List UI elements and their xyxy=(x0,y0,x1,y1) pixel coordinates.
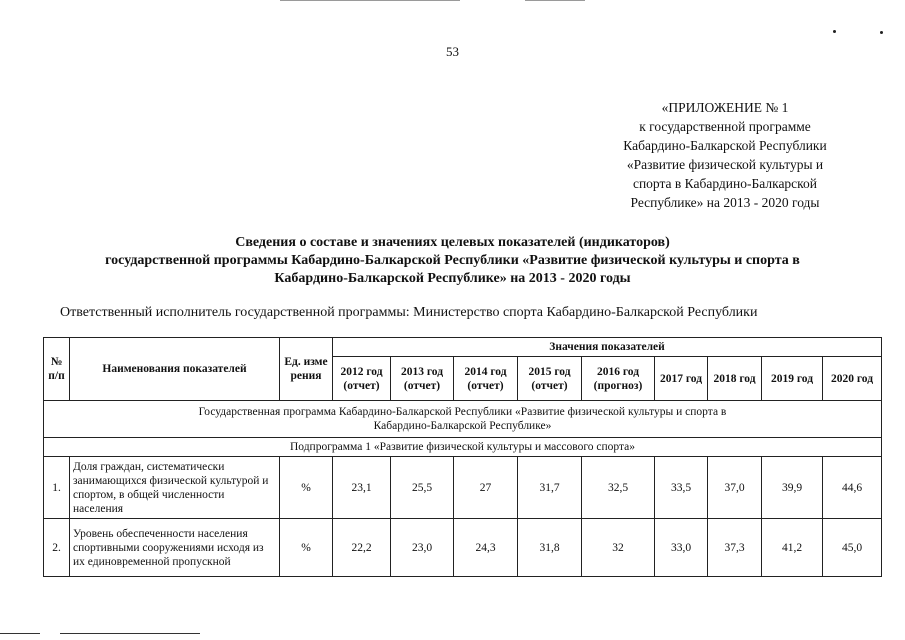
row-name: Доля граждан, систематически занимающихся физической культурой и спортом, в общей численности населения xyxy=(70,457,280,519)
page-number: 53 xyxy=(446,44,459,59)
header-year: 2019 год xyxy=(762,357,823,401)
appendix-line: «ПРИЛОЖЕНИЕ № 1 xyxy=(661,100,789,115)
row-unit: % xyxy=(280,519,333,577)
header-year: 2016 год (прогноз) xyxy=(582,357,655,401)
header-year: 2013 год (отчет) xyxy=(391,357,454,401)
scan-artifact-line xyxy=(280,0,460,1)
appendix-line: «Развитие физической культуры и xyxy=(626,157,824,172)
header-name: Наименования показателей xyxy=(70,338,280,401)
title-line: Кабардино-Балкарской Республике» на 2013 - 2020 годы xyxy=(274,271,631,286)
scan-artifact-line xyxy=(60,633,200,634)
scan-artifact-dot xyxy=(833,30,836,33)
table-row xyxy=(44,457,882,519)
header-year: 2015 год (отчет) xyxy=(518,357,582,401)
row-value: 27 xyxy=(454,457,518,519)
appendix-line: к государственной программе xyxy=(639,119,811,134)
header-unit: Ед. изме рения xyxy=(280,338,333,401)
header-year: 2014 год (отчет) xyxy=(454,357,518,401)
header-values: Значения показателей xyxy=(333,338,882,357)
appendix-line: Республике» на 2013 - 2020 годы xyxy=(630,195,820,210)
document-title xyxy=(30,234,875,288)
row-value: 24,3 xyxy=(454,519,518,577)
appendix-header xyxy=(560,98,890,212)
program-row xyxy=(44,401,882,438)
row-value: 37,3 xyxy=(708,519,762,577)
row-value: 45,0 xyxy=(823,519,882,577)
subprogram-row xyxy=(44,438,882,457)
row-value: 33,5 xyxy=(655,457,708,519)
scan-artifact-line xyxy=(525,0,585,1)
row-value: 32,5 xyxy=(582,457,655,519)
appendix-line: спорта в Кабардино-Балкарской xyxy=(632,176,818,191)
row-unit: % xyxy=(280,457,333,519)
row-value: 44,6 xyxy=(823,457,882,519)
row-value: 25,5 xyxy=(391,457,454,519)
row-value: 22,2 xyxy=(333,519,391,577)
row-value: 31,8 xyxy=(518,519,582,577)
title-line: Сведения о составе и значениях целевых показателей (индикаторов) xyxy=(235,235,670,250)
row-value: 32 xyxy=(582,519,655,577)
table-row xyxy=(44,519,882,577)
header-year: 2017 год xyxy=(655,357,708,401)
appendix-line: Кабардино-Балкарской Республики xyxy=(623,138,827,153)
row-value: 31,7 xyxy=(518,457,582,519)
header-num: № п/п xyxy=(44,338,70,401)
row-value: 23,1 xyxy=(333,457,391,519)
scan-artifact-line xyxy=(0,633,40,634)
row-value: 23,0 xyxy=(391,519,454,577)
program-title: Государственная программа Кабардино-Балкарской Республики «Развитие физической культуры и спорта в Кабардино-Балкарской Республике» xyxy=(44,401,882,438)
row-value: 33,0 xyxy=(655,519,708,577)
responsible-executor: Ответственный исполнитель государственной программы: Министерство спорта Кабардино-Балкарской Республики xyxy=(60,305,758,320)
row-value: 41,2 xyxy=(762,519,823,577)
subprogram-title: Подпрограмма 1 «Развитие физической культуры и массового спорта» xyxy=(44,438,882,457)
header-year: 2018 год xyxy=(708,357,762,401)
header-year: 2020 год xyxy=(823,357,882,401)
row-value: 37,0 xyxy=(708,457,762,519)
indicators-table xyxy=(43,337,882,577)
row-value: 39,9 xyxy=(762,457,823,519)
row-num: 2. xyxy=(44,519,70,577)
row-name: Уровень обеспеченности населения спортивными сооружениями исходя из их единовременной пропускной xyxy=(70,519,280,577)
row-num: 1. xyxy=(44,457,70,519)
scan-artifact-dot xyxy=(880,31,883,34)
table-header-row xyxy=(44,338,882,357)
header-year: 2012 год (отчет) xyxy=(333,357,391,401)
title-line: государственной программы Кабардино-Балкарской Республики «Развитие физической культуры и спорта в xyxy=(105,253,800,268)
